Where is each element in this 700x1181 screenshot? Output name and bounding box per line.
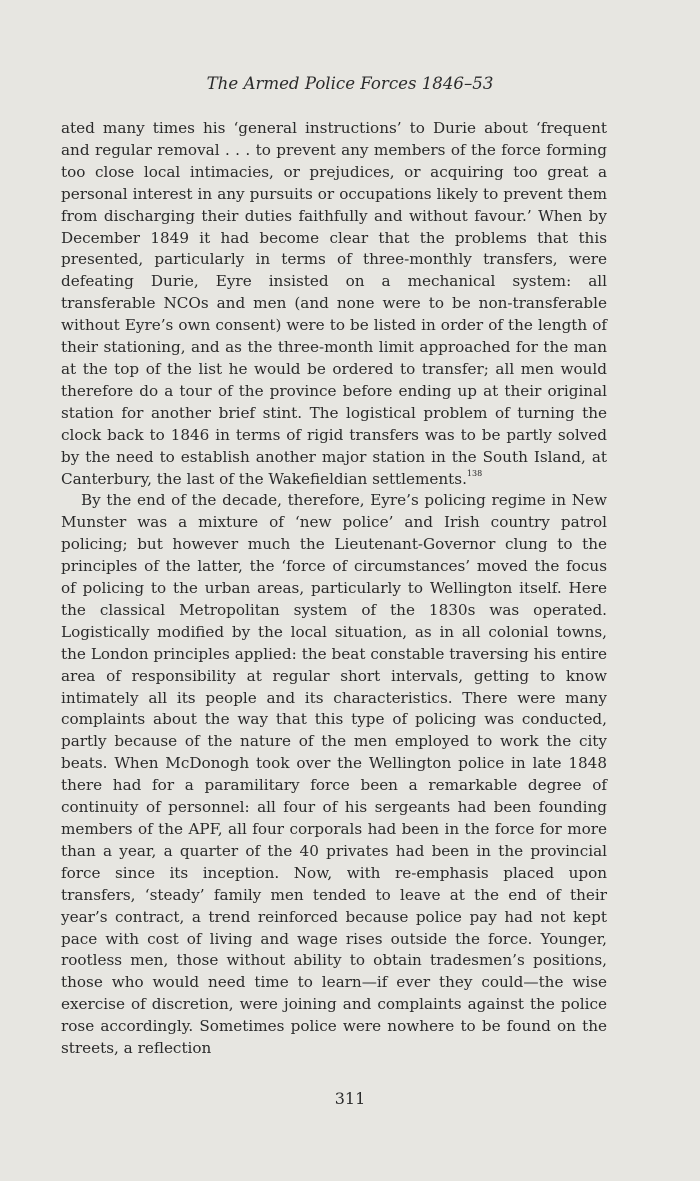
- paragraph-2: [61, 490, 607, 1060]
- running-head: The Armed Police Forces 1846–53: [206, 74, 494, 93]
- footnote-reference: 138: [466, 468, 483, 478]
- page-number: 311: [334, 1089, 366, 1108]
- body-text: [61, 118, 607, 1060]
- paragraph-2-text: By the end of the decade, therefore, Eyre’s policing regime in New Munster was a mixture of ‘new police’ and Irish country patrol policing; but however much the Lieutenant-Governor clung to the principles of the latter, the ‘force of circumstances’ moved the focus of policing to the urban areas, particularly to Wellington itself. Here the classical Metropolitan system of the 1830s was operated. Logistically modified by the local situation, as in all colonial towns, the London principles applied: the beat constable traversing his entire area of responsibility at regular short intervals, getting to know intimately all its people and its characteristics. There were many complaints about the way that this type of policing was conducted, partly because of the nature of the men employed to work the city beats. When McDonogh took over the Wellington police in late 1848 there had for a paramilitary force been a remarkable degree of continuity of personnel: all four of his sergeants had been founding members of the APF, all four corporals had been in the force for more than a year, a quarter of the 40 privates had been in the provincial force since its inception. Now, with re-emphasis placed upon transfers, ‘steady’ family men tended to leave at the end of their year’s contract, a trend reinforced because police pay had not kept pace with cost of living and wage rises outside the force. Younger, rootless men, those without ability to obtain tradesmen’s positions, those who would need time to learn—if ever they could—the wise exercise of discretion, were joining and complaints against the police rose accordingly. Sometimes police were nowhere to be found on the streets, a reflection: [61, 491, 607, 1058]
- paragraph-1: [61, 118, 607, 490]
- paragraph-1-text: ated many times his ‘general instructions’ to Durie about ‘frequent and regular removal . . . to prevent any members of the force forming too close local intimacies, or prejudices, or acquiring too great a personal interest in any pursuits or occupations likely to prevent them from discharging their duties faithfully and without favour.’ When by December 1849 it had become clear that the problems that this presented, particularly in terms of three-monthly transfers, were defeating Durie, Eyre insisted on a mechanical system: all transferable NCOs and men (and none were to be non-transferable without Eyre’s own consent) were to be listed in order of the length of their stationing, and as the three-month limit approached for the man at the top of the list he would be ordered to transfer; all men would therefore do a tour of the province before ending up at their original station for another brief stint. The logistical problem of turning the clock back to 1846 in terms of rigid transfers was to be partly solved by the need to establish another major station in the South Island, at Canterbury, the last of the Wakefieldian settlements.: [61, 119, 607, 488]
